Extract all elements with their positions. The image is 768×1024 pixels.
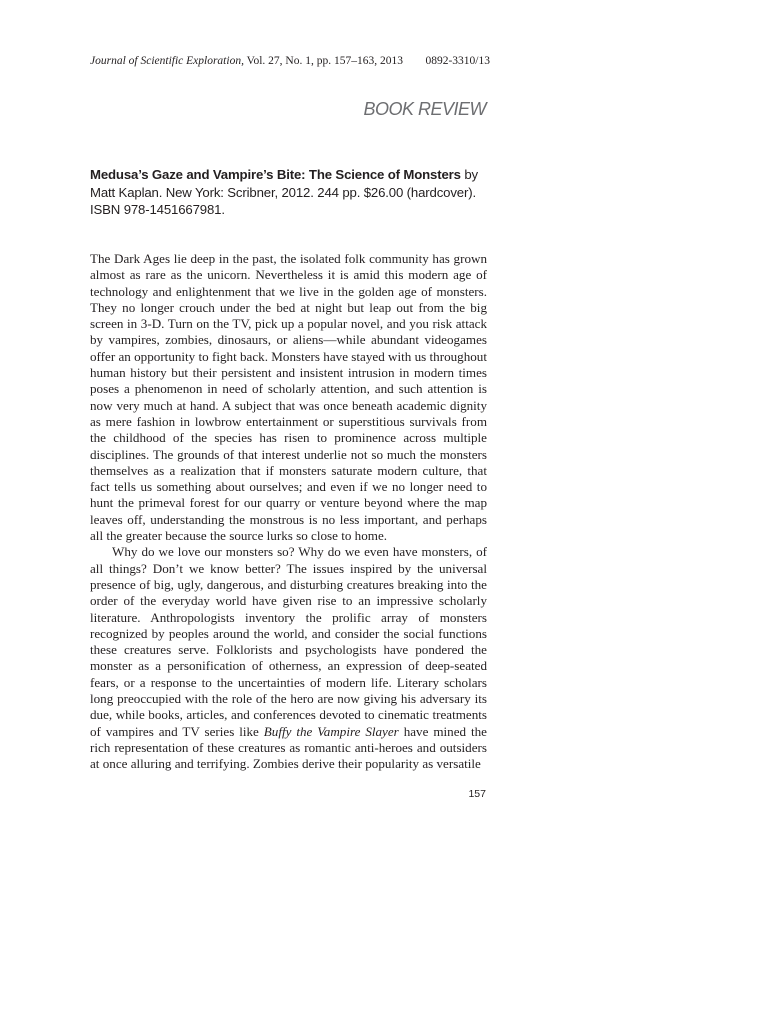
- book-title: Medusa’s Gaze and Vampire’s Bite: The Science of Monsters: [90, 167, 461, 182]
- issn-code: 0892-3310/13: [425, 55, 490, 67]
- journal-name: Journal of Scientific Exploration,: [90, 55, 244, 67]
- section-label: BOOK REVIEW: [363, 99, 486, 119]
- review-body: [90, 251, 487, 773]
- page-number: 157: [468, 788, 486, 800]
- running-header: [90, 54, 490, 68]
- journal-volume-details: Vol. 27, No. 1, pp. 157–163, 2013: [243, 55, 403, 67]
- paragraph-2-text-a: Why do we love our monsters so? Why do we even have monsters, of all things? Don’t we know better? The issues inspired by the universal presence of big, ugly, dangerous, and disturbing creatures breaking into the order of the everyday world have given rise to an impressive scholarly literature. Anthropologists inventory the prolific array of monsters recognized by peoples around the world, and consider the social functions these creatures serve. Folklorists and psychologists have pondered the monster as a personification of otherness, an expression of deep-seated fears, or a response to the uncertainties of modern life. Literary scholars long preoccupied with the role of the hero are now giving his adversary its due, while books, articles, and conferences devoted to cinematic treatments of vampires and TV series like: [90, 544, 487, 739]
- paragraph-1: The Dark Ages lie deep in the past, the isolated folk community has grown almost as rare as the unicorn. Nevertheless it is amid this modern age of technology and enlightenment that we live in the golden age of monsters. They no longer crouch under the bed at night but leap out from the big screen in 3-D. Turn on the TV, pick up a popular novel, and you risk attack by vampires, zombies, dinosaurs, or aliens—while abundant videogames offer an opportunity to fight back. Monsters have stayed with us throughout human history but their persistent and insistent intrusion in modern times poses a phenomenon in need of scholarly attention, and such attention is now very much at hand. A subject that was once beneath academic dignity as mere fashion in lowbrow entertainment or superstitious survivals from the childhood of the species has risen to prominence across multiple disciplines. The grounds of that interest underlie not so much the monsters themselves as a realization that if monsters saturate modern culture, that fact tells us something about ourselves; and even if we no longer need to hunt the primeval forest for our quarry or venture beyond where the map leaves off, understanding the monstrous is no less important, and perhaps all the greater because the source lurks so close to home.: [90, 251, 487, 544]
- tv-series-title: Buffy the Vampire Slayer: [263, 723, 399, 739]
- book-citation: [90, 166, 492, 219]
- paragraph-2: [90, 544, 487, 772]
- paragraph-2-text-b: have mined the rich representation of these creatures as romantic anti-heroes and outsiders at once alluring and terrifying. Zombies derive their popularity as versatile: [90, 723, 487, 772]
- citation-details: by Matt Kaplan. New York: Scribner, 2012. 244 pp. $26.00 (hardcover). ISBN 978-1451667981.: [90, 167, 478, 217]
